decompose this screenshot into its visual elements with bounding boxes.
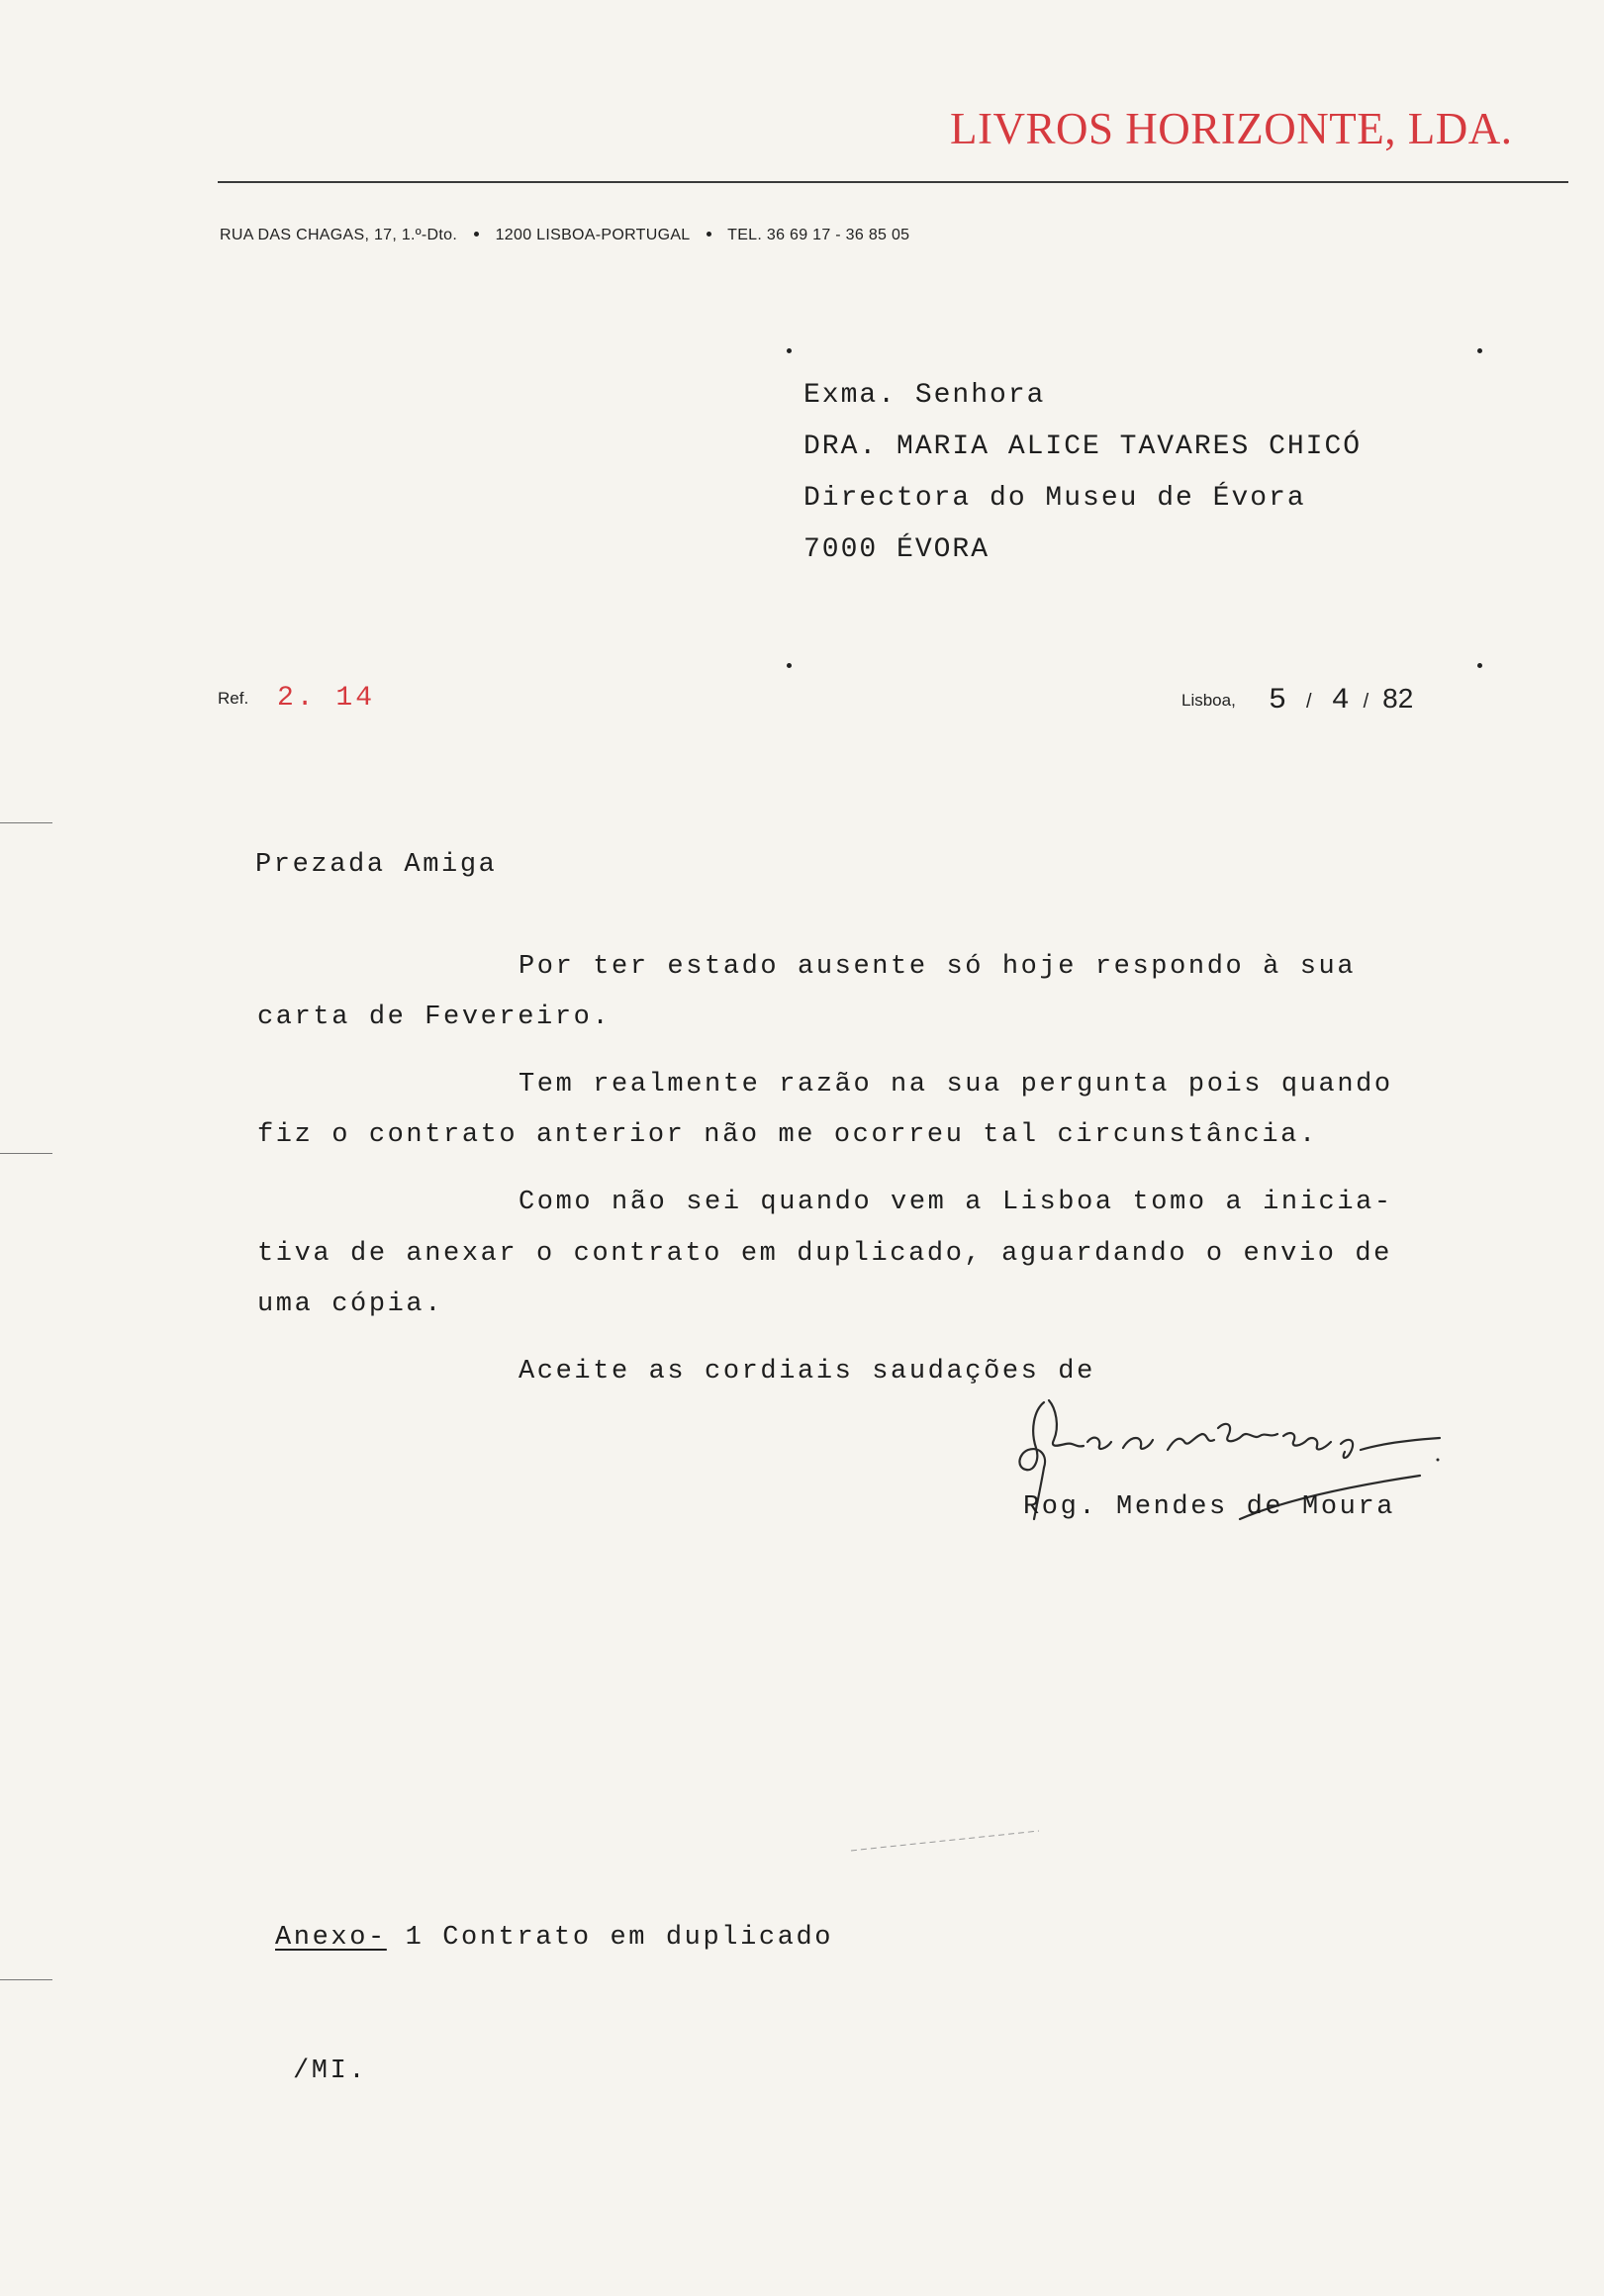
window-mark-bottom-left bbox=[787, 663, 792, 668]
body-paragraph-3-line-2: tiva de anexar o contrato em duplicado, aguardando o envio de bbox=[257, 1239, 1392, 1269]
reference-label: Ref. bbox=[218, 689, 249, 708]
fold-mark bbox=[0, 1153, 52, 1154]
body-paragraph-3-line-1: Como não sei quando vem a Lisboa tomo a inicia- bbox=[519, 1188, 1393, 1217]
date-month: 4 bbox=[1331, 684, 1350, 718]
date-day: 5 bbox=[1269, 684, 1287, 718]
date-separator: / bbox=[1363, 691, 1369, 713]
body-paragraph-2-line-1: Tem realmente razão na sua pergunta pois quando bbox=[519, 1070, 1393, 1100]
recipient-line-1: Exma. Senhora bbox=[803, 380, 1046, 411]
body-paragraph-1-line-2: carta de Fevereiro. bbox=[257, 1003, 612, 1032]
annex-text: 1 Contrato em duplicado bbox=[405, 1923, 834, 1953]
address-phone: TEL. 36 69 17 - 36 85 05 bbox=[727, 227, 910, 243]
signatory-name: Rog. Mendes de Moura bbox=[1023, 1492, 1396, 1522]
window-mark-bottom-right bbox=[1477, 663, 1482, 668]
closing-line: Aceite as cordiais saudações de bbox=[519, 1357, 1095, 1387]
body-paragraph-3-line-3: uma cópia. bbox=[257, 1290, 444, 1319]
address-separator-dot bbox=[474, 232, 479, 237]
typist-initials: /MI. bbox=[293, 2057, 368, 2086]
recipient-line-3: Directora do Museu de Évora bbox=[803, 483, 1306, 514]
company-name: LIVROS HORIZONTE, LDA. bbox=[950, 104, 1513, 153]
fold-mark bbox=[0, 822, 52, 823]
fold-mark bbox=[0, 1979, 52, 1980]
letterhead-rule bbox=[218, 181, 1568, 183]
pencil-mark bbox=[846, 1821, 1044, 1861]
address-separator-dot bbox=[707, 232, 711, 237]
recipient-line-2: DRA. MARIA ALICE TAVARES CHICÓ bbox=[803, 431, 1363, 462]
handwritten-signature bbox=[1004, 1390, 1469, 1549]
address-street: RUA DAS CHAGAS, 17, 1.º-Dto. bbox=[220, 227, 458, 243]
recipient-line-4: 7000 ÉVORA bbox=[803, 534, 991, 565]
window-mark-top-right bbox=[1477, 348, 1482, 353]
date-year: 82 bbox=[1382, 683, 1414, 714]
reference-value: 2. 14 bbox=[277, 683, 376, 714]
address-city: 1200 LISBOA-PORTUGAL bbox=[495, 227, 690, 243]
greeting: Prezada Amiga bbox=[255, 850, 498, 880]
date-separator: / bbox=[1306, 691, 1312, 713]
letterhead-address bbox=[220, 227, 909, 244]
annex-line bbox=[275, 1923, 833, 1953]
body-paragraph-2-line-2: fiz o contrato anterior não me ocorreu tal circunstância. bbox=[257, 1120, 1318, 1150]
annex-label: Anexo- bbox=[275, 1923, 387, 1953]
date-value bbox=[1269, 683, 1413, 718]
window-mark-top-left bbox=[787, 348, 792, 353]
body-paragraph-1-line-1: Por ter estado ausente só hoje respondo à sua bbox=[519, 952, 1357, 982]
date-place: Lisboa, bbox=[1181, 691, 1236, 710]
